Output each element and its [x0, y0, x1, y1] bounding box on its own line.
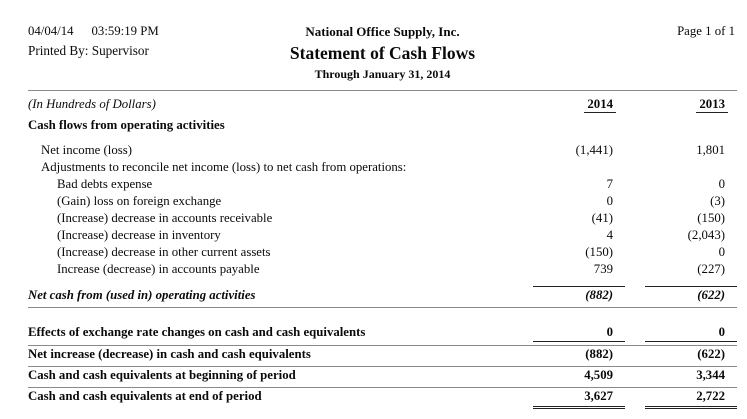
value-2014: (882): [533, 286, 625, 304]
report-title: Statement of Cash Flows: [289, 43, 476, 63]
column-header-2013: 2013: [696, 97, 728, 113]
report-row: [28, 388, 737, 409]
company-name: National Office Supply, Inc.: [305, 24, 460, 39]
value-2014: (41): [591, 211, 613, 225]
value-2013: (2,043): [687, 228, 725, 242]
print-time: 03:59:19 PM: [91, 24, 159, 38]
value-2013-cell: [625, 159, 737, 176]
column-2013-cell: [625, 97, 737, 113]
report-row: [28, 227, 737, 244]
row-label: (Gain) loss on foreign exchange: [57, 194, 222, 208]
value-2013: 1,801: [696, 143, 725, 157]
column-header-2014: 2014: [584, 97, 616, 113]
row-label: Increase (decrease) in accounts payable: [57, 262, 260, 276]
value-2014-cell: [513, 227, 625, 244]
page-number: Page 1 of 1: [677, 24, 735, 38]
value-2013-cell: [625, 388, 737, 409]
value-2013: 2,722: [645, 388, 737, 409]
value-2014-cell: [513, 286, 625, 304]
value-2014-cell: [513, 117, 625, 134]
report-row: [28, 210, 737, 227]
report-row: [28, 142, 737, 159]
row-label: Net increase (decrease) in cash and cash equivalents: [28, 347, 311, 361]
report-row: [28, 346, 737, 367]
value-2013-cell: [625, 227, 737, 244]
value-2014: (150): [585, 245, 613, 259]
value-2014: 4: [606, 228, 613, 242]
value-2014: 739: [593, 262, 613, 276]
value-2013: 0: [718, 177, 725, 191]
value-2013-cell: [625, 346, 737, 363]
row-label: Bad debts expense: [57, 177, 153, 191]
row-label: Adjustments to reconcile net income (loss) to net cash from operations:: [41, 160, 407, 174]
row-label: Net cash from (used in) operating activities: [28, 288, 256, 302]
value-2014-cell: [513, 142, 625, 159]
row-label: Net income (loss): [41, 143, 132, 157]
report-row: [28, 261, 737, 278]
value-2013-cell: [625, 176, 737, 193]
value-2014-cell: [513, 324, 625, 342]
column-header-row: [28, 91, 737, 117]
value-2013: (3): [710, 194, 725, 208]
report-row: [28, 244, 737, 261]
value-2013: (622): [645, 286, 737, 304]
value-2014: (1,441): [575, 143, 613, 157]
value-2014-cell: [513, 346, 625, 363]
value-2013: 0: [645, 324, 737, 342]
report-row: [28, 159, 737, 176]
value-2013-cell: [625, 142, 737, 159]
column-2014-cell: [513, 97, 625, 113]
value-2014: 0: [533, 324, 625, 342]
value-2013-cell: [625, 367, 737, 384]
value-2014: 0: [606, 194, 613, 208]
print-datetime: [28, 24, 213, 39]
print-date: 04/04/14: [28, 24, 74, 38]
value-2013-cell: [625, 117, 737, 134]
value-2013-cell: [625, 210, 737, 227]
report-row: [28, 367, 737, 388]
value-2014: 7: [606, 177, 613, 191]
value-2013-cell: [625, 244, 737, 261]
report-row: [28, 193, 737, 210]
value-2014: (882): [585, 347, 613, 361]
value-2014-cell: [513, 210, 625, 227]
value-2013-cell: [625, 193, 737, 210]
value-2013: 0: [718, 245, 725, 259]
value-2014-cell: [513, 159, 625, 176]
value-2013: (622): [697, 347, 725, 361]
header-left: [28, 24, 213, 59]
value-2014: 3,627: [533, 388, 625, 409]
report-row: [28, 324, 737, 346]
row-label: (Increase) decrease in inventory: [57, 228, 221, 242]
row-label: Cash and cash equivalents at beginning of period: [28, 368, 296, 382]
report-rows: [28, 117, 737, 409]
value-2013: 3,344: [696, 368, 725, 382]
units-caption: (In Hundreds of Dollars): [28, 97, 156, 111]
value-2014: 4,509: [584, 368, 613, 382]
report-period: Through January 31, 2014: [314, 67, 451, 81]
value-2014-cell: [513, 176, 625, 193]
value-2013-cell: [625, 261, 737, 278]
value-2013: (150): [697, 211, 725, 225]
printed-by: Printed By: Supervisor: [28, 43, 149, 58]
row-label: Effects of exchange rate changes on cash and cash equivalents: [28, 325, 366, 339]
row-label: (Increase) decrease in other current assets: [57, 245, 271, 259]
report-row: [28, 286, 737, 308]
header-center: [213, 24, 552, 82]
row-label: Cash flows from operating activities: [28, 118, 225, 132]
value-2014-cell: [513, 261, 625, 278]
report-header: [28, 24, 737, 82]
report-row: [28, 176, 737, 193]
value-2014-cell: [513, 367, 625, 384]
value-2014-cell: [513, 388, 625, 409]
value-2013-cell: [625, 286, 737, 304]
row-label: Cash and cash equivalents at end of period: [28, 389, 262, 403]
value-2014-cell: [513, 193, 625, 210]
row-label: (Increase) decrease in accounts receivable: [57, 211, 273, 225]
value-2014-cell: [513, 244, 625, 261]
value-2013: (227): [697, 262, 725, 276]
value-2013-cell: [625, 324, 737, 342]
report-row: [28, 117, 737, 134]
